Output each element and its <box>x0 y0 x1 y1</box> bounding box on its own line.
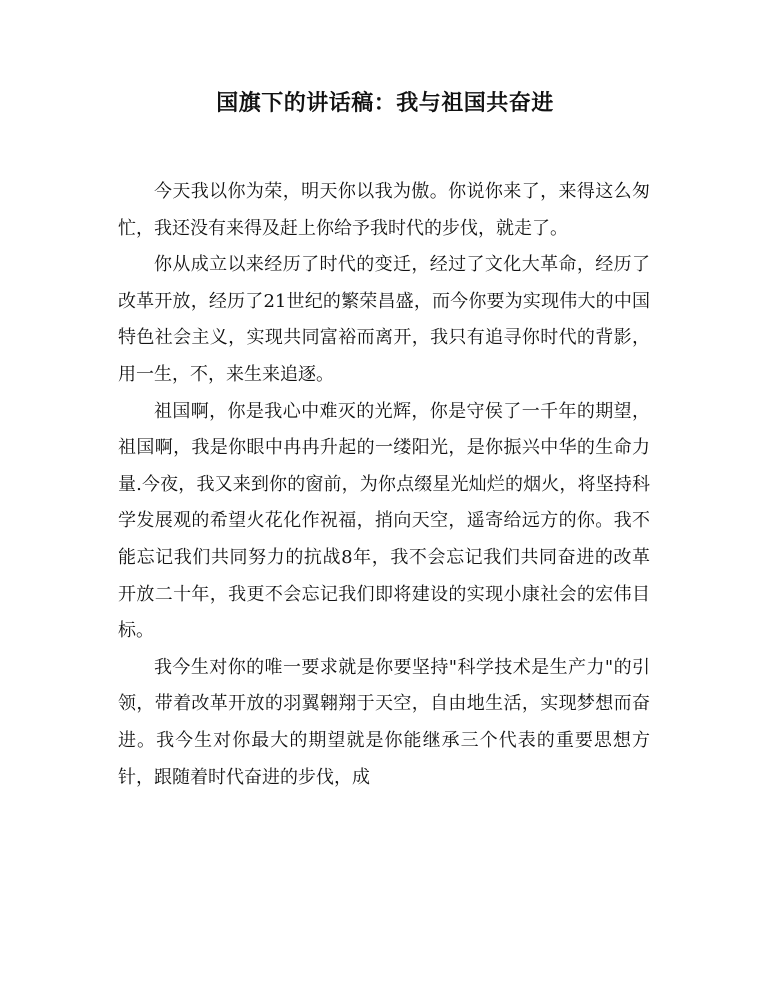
paragraph: 我今生对你的唯一要求就是你要坚持"科学技术是生产力"的引领，带着改革开放的羽翼翱翔于天空，自由地生活，实现梦想而奋进。我今生对你最大的期望就是你能继承三个代表的重要思想方针，跟随着时代奋进的步伐，成 <box>118 656 650 788</box>
paragraph: 祖国啊，你是我心中难灭的光辉，你是守侯了一千年的期望，祖国啊，我是你眼中冉冉升起的一缕阳光，是你振兴中华的生命力量.今夜，我又来到你的窗前，为你点缀星光灿烂的烟火，将坚持科学发展观的希望火花化作祝福，捎向天空，遥寄给远方的你。我不能忘记我们共同努力的抗战8年，我不会忘记我们共同奋进的改革开放二十年，我更不会忘记我们即将建设的实现小康社会的宏伟目标。 <box>118 400 650 642</box>
document-body <box>118 174 650 796</box>
paragraph: 今天我以你为荣，明天你以我为傲。你说你来了，来得这么匆忙，我还没有来得及赶上你给予我时代的步伐，就走了。 <box>118 181 650 239</box>
paragraph: 你从成立以来经历了时代的变迁，经过了文化大革命，经历了改革开放，经历了21世纪的繁荣昌盛，而今你要为实现伟大的中国特色社会主义，实现共同富裕而离开，我只有追寻你时代的背影，用一生，不，来生来追逐。 <box>118 254 650 385</box>
document-title: 国旗下的讲话稿：我与祖国共奋进 <box>216 91 554 116</box>
